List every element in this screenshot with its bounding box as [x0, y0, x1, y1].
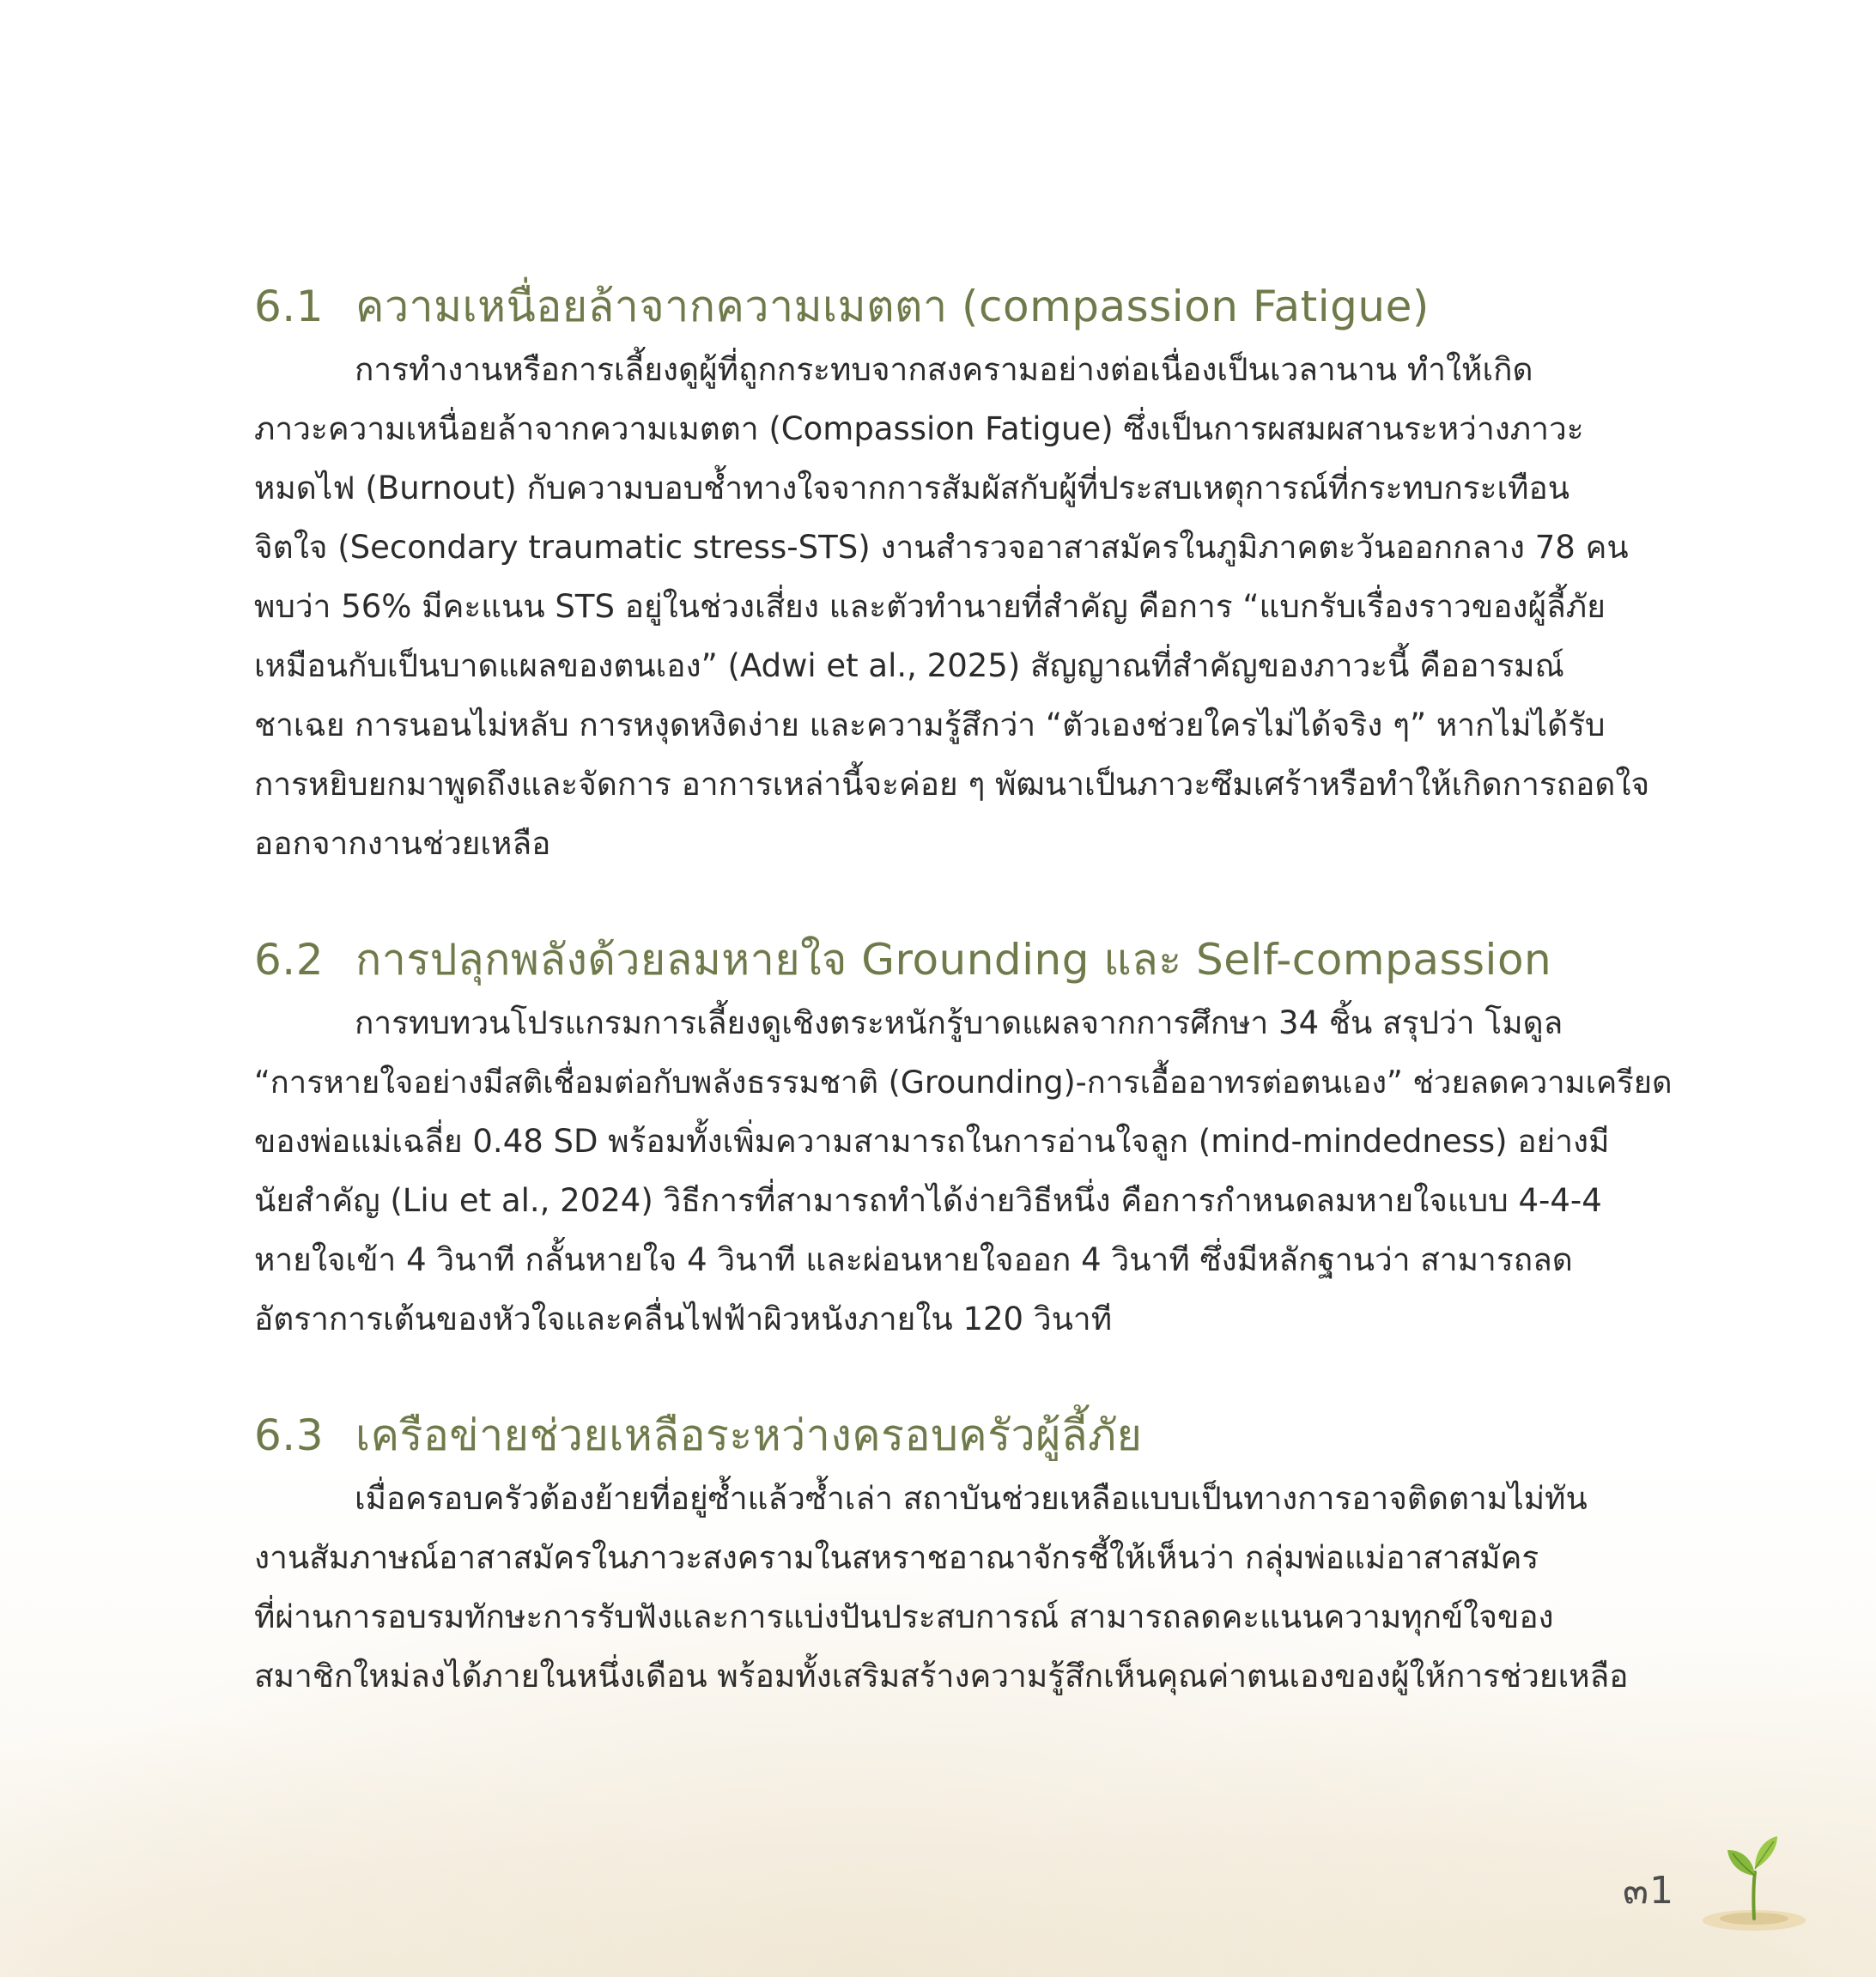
page-footer	[1623, 1850, 1812, 1944]
paragraph-line: ที่ผ่านการอบรมทักษะการรับฟังและการแบ่งปันประสบการณ์ สามารถลดคะแนนความทุกข์ใจของ	[254, 1598, 1554, 1635]
sprout-icon	[1698, 1824, 1810, 1936]
section-paragraph	[254, 1469, 1673, 1706]
paragraph-line: เหมือนกับเป็นบาดแผลของตนเอง” (Adwi et al., 2025) สัญญาณที่สำคัญของภาวะนี้ คืออารมณ์	[254, 647, 1564, 684]
paragraph-line: เมื่อครอบครัวต้องย้ายที่อยู่ซ้ำแล้วซ้ำเล่า สถาบันช่วยเหลือแบบเป็นทางการอาจติดตามไม่ทัน	[355, 1480, 1588, 1517]
paragraph-line: ออกจากงานช่วยเหลือ	[254, 825, 551, 862]
page-number: ๓1	[1623, 1869, 1675, 1913]
section-number: 6.1	[254, 282, 325, 331]
section-heading	[254, 926, 1673, 993]
paragraph-line: การทำงานหรือการเลี้ยงดูผู้ที่ถูกกระทบจากสงครามอย่างต่อเนื่องเป็นเวลานาน ทำให้เกิด	[355, 351, 1533, 388]
section-6-2	[254, 926, 1673, 1349]
paragraph-line: นัยสำคัญ (Liu et al., 2024) วิธีการที่สามารถทำได้ง่ายวิธีหนึ่ง คือการกำหนดลมหายใจแบบ 4-4-4	[254, 1182, 1602, 1219]
paragraph-line: การทบทวนโปรแกรมการเลี้ยงดูเชิงตระหนักรู้บาดแผลจากการศึกษา 34 ชิ้น สรุปว่า โมดูล	[355, 1004, 1563, 1041]
section-title: การปลุกพลังด้วยลมหายใจ Grounding และ Self-compassion	[355, 935, 1552, 985]
section-paragraph	[254, 993, 1673, 1349]
paragraph-line: หมดไฟ (Burnout) กับความบอบช้ำทางใจจากการสัมผัสกับผู้ที่ประสบเหตุการณ์ที่กระทบกระเทือน	[254, 470, 1570, 506]
section-heading	[254, 273, 1673, 340]
page-content	[254, 273, 1673, 1706]
paragraph-line: การหยิบยกมาพูดถึงและจัดการ อาการเหล่านี้จะค่อย ๆ พัฒนาเป็นภาวะซึมเศร้าหรือทำให้เกิดการถอดใจ	[254, 766, 1650, 803]
section-title: ความเหนื่อยล้าจากความเมตตา (compassion Fatigue)	[355, 282, 1430, 331]
section-number: 6.3	[254, 1410, 325, 1460]
paragraph-line: หายใจเข้า 4 วินาที กลั้นหายใจ 4 วินาที และผ่อนหายใจออก 4 วินาที ซึ่งมีหลักฐานว่า สามารถลด	[254, 1241, 1573, 1278]
section-heading	[254, 1402, 1673, 1469]
paragraph-line: ของพ่อแม่เฉลี่ย 0.48 SD พร้อมทั้งเพิ่มความสามารถในการอ่านใจลูก (mind-mindedness) อย่างมี	[254, 1123, 1610, 1160]
paragraph-line: จิตใจ (Secondary traumatic stress-STS) งานสำรวจอาสาสมัครในภูมิภาคตะวันออกกลาง 78 คน	[254, 529, 1629, 566]
paragraph-line: อัตราการเต้นของหัวใจและคลื่นไฟฟ้าผิวหนังภายใน 120 วินาที	[254, 1301, 1113, 1337]
paragraph-line: ชาเฉย การนอนไม่หลับ การหงุดหงิดง่าย และความรู้สึกว่า “ตัวเองช่วยใครไม่ได้จริง ๆ” หากไม่ได้รับ	[254, 707, 1606, 743]
paragraph-line: พบว่า 56% มีคะแนน STS อยู่ในช่วงเสี่ยง และตัวทำนายที่สำคัญ คือการ “แบกรับเรื่องราวของผู้ลี้ภัย	[254, 588, 1606, 625]
paragraph-line: สมาชิกใหม่ลงได้ภายในหนึ่งเดือน พร้อมทั้งเสริมสร้างความรู้สึกเห็นคุณค่าตนเองของผู้ให้การช่วยเหลือ	[254, 1658, 1629, 1695]
section-6-1	[254, 273, 1673, 873]
section-title: เครือข่ายช่วยเหลือระหว่างครอบครัวผู้ลี้ภัย	[355, 1410, 1143, 1460]
section-number: 6.2	[254, 935, 325, 985]
paragraph-line: งานสัมภาษณ์อาสาสมัครในภาวะสงครามในสหราชอาณาจักรชี้ให้เห็นว่า กลุ่มพ่อแม่อาสาสมัคร	[254, 1539, 1539, 1576]
paragraph-line: “การหายใจอย่างมีสติเชื่อมต่อกับพลังธรรมชาติ (Grounding)-การเอื้ออาทรต่อตนเอง” ช่วยลดความเครียด	[254, 1064, 1673, 1101]
paragraph-line: ภาวะความเหนื่อยล้าจากความเมตตา (Compassion Fatigue) ซึ่งเป็นการผสมผสานระหว่างภาวะ	[254, 410, 1584, 447]
section-paragraph	[254, 340, 1673, 873]
section-6-3	[254, 1402, 1673, 1706]
